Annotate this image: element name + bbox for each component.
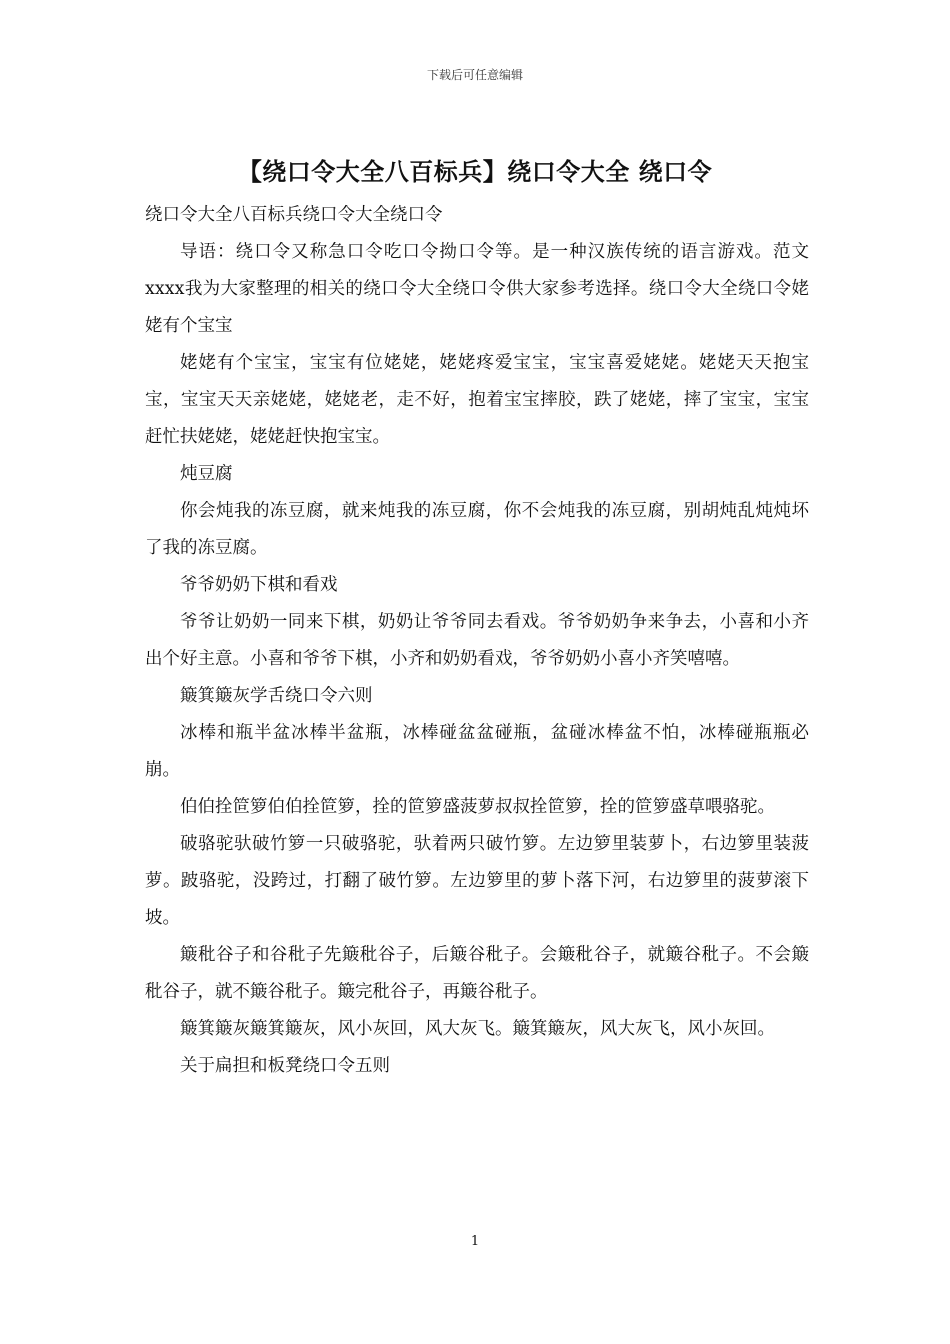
body-paragraph: 伯伯拴笸箩伯伯拴笸箩，拴的笸箩盛菠萝叔叔拴笸箩，拴的笸箩盛草喂骆驼。	[180, 797, 775, 817]
body-paragraph: 冰棒和瓶半盆冰棒半盆瓶，冰棒碰盆盆碰瓶，盆碰冰棒盆不怕，冰棒碰瓶瓶必崩。	[145, 723, 809, 780]
section-heading: 爷爷奶奶下棋和看戏	[180, 575, 338, 595]
body-paragraph: 姥姥有个宝宝，宝宝有位姥姥，姥姥疼爱宝宝，宝宝喜爱姥姥。姥姥天天抱宝宝，宝宝天天亲姥姥，姥姥老，走不好，抱着宝宝摔胶，跌了姥姥，摔了宝宝，宝宝赶忙扶姥姥，姥姥赶快抱宝宝。	[145, 353, 809, 447]
body-paragraph: 爷爷让奶奶一同来下棋，奶奶让爷爷同去看戏。爷爷奶奶争来争去，小喜和小齐出个好主意。小喜和爷爷下棋，小齐和奶奶看戏，爷爷奶奶小喜小齐笑嘻嘻。	[145, 612, 809, 669]
document-title: 【绕口令大全八百标兵】绕口令大全 绕口令	[237, 158, 713, 186]
subtitle-paragraph: 绕口令大全八百标兵绕口令大全绕口令	[145, 205, 443, 225]
body-paragraph: 你会炖我的冻豆腐，就来炖我的冻豆腐，你不会炖我的冻豆腐，别胡炖乱炖炖坏了我的冻豆腐。	[145, 501, 809, 558]
section-heading: 簸箕簸灰学舌绕口令六则	[180, 686, 373, 706]
page-number: 1	[470, 1234, 480, 1249]
body-paragraph: 簸箕簸灰簸箕簸灰，风小灰回，风大灰飞。簸箕簸灰，风大灰飞，风小灰回。	[180, 1019, 775, 1039]
body-paragraph: 簸秕谷子和谷秕子先簸秕谷子，后簸谷秕子。会簸秕谷子，就簸谷秕子。不会簸秕谷子，就不簸谷秕子。簸完秕谷子，再簸谷秕子。	[145, 945, 809, 1002]
body-paragraph: 破骆驼驮破竹箩一只破骆驼，驮着两只破竹箩。左边箩里装萝卜，右边箩里装菠萝。跛骆驼，没跨过，打翻了破竹箩。左边箩里的萝卜落下河，右边箩里的菠萝滚下坡。	[145, 834, 809, 928]
document-body	[145, 197, 809, 1085]
section-heading: 炖豆腐	[180, 464, 233, 484]
section-heading: 关于扁担和板凳绕口令五则	[180, 1056, 390, 1076]
header-note: 下载后可任意编辑	[426, 68, 523, 82]
intro-paragraph: 导语：绕口令又称急口令吃口令拗口令等。是一种汉族传统的语言游戏。范文xxxx我为大家整理的相关的绕口令大全绕口令供大家参考选择。绕口令大全绕口令姥姥有个宝宝	[145, 242, 809, 336]
